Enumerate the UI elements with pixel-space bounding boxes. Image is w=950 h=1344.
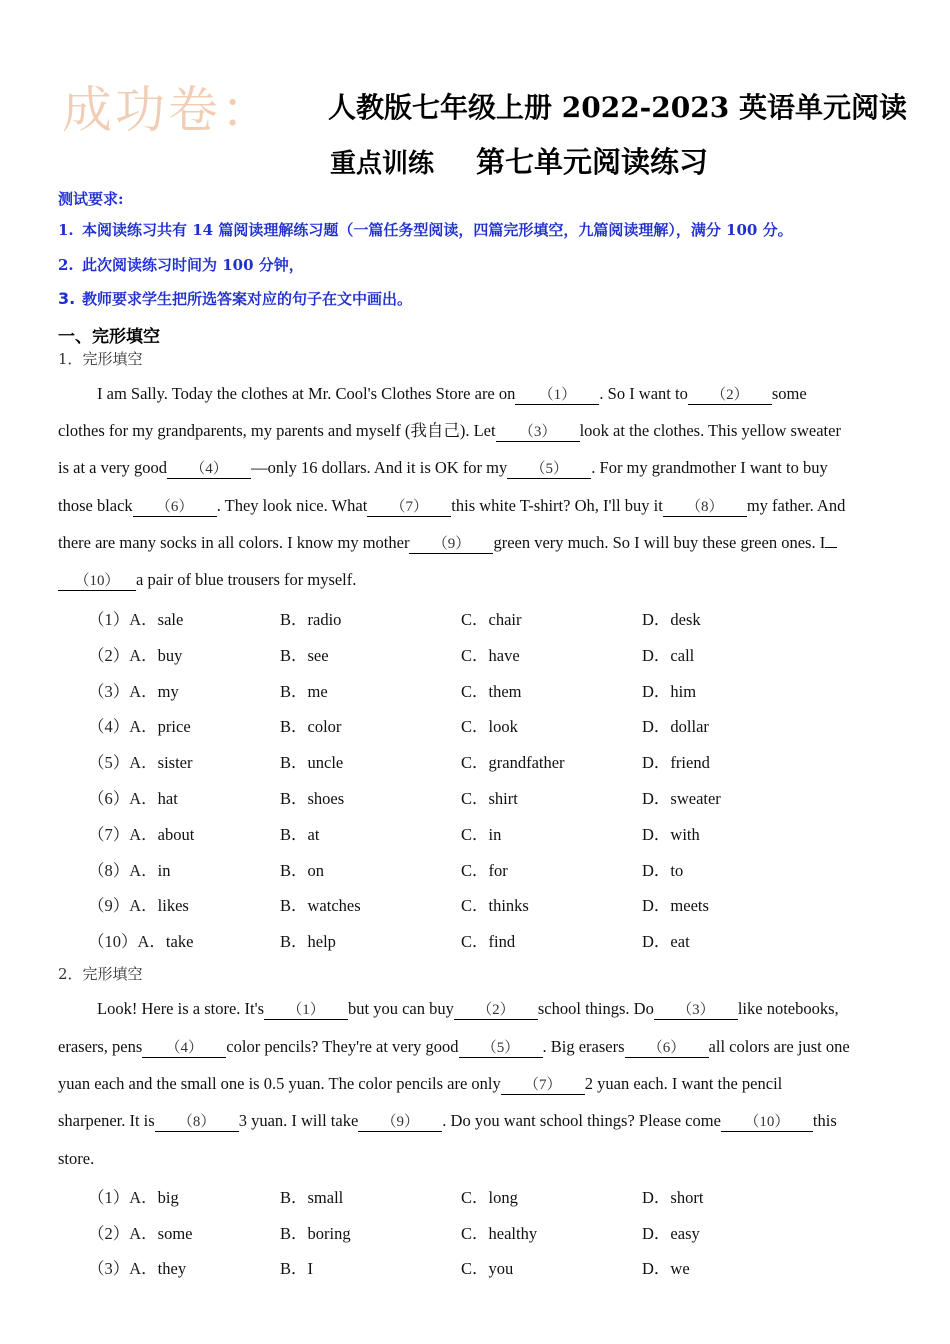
option-c[interactable] bbox=[461, 785, 518, 809]
option-c[interactable] bbox=[461, 928, 515, 952]
option-b-label: B．help bbox=[280, 932, 336, 952]
question-1-title: 1．完形填空 bbox=[58, 350, 143, 368]
option-c[interactable] bbox=[461, 1220, 537, 1244]
option-number-label: （8）A． bbox=[88, 860, 158, 880]
option-a-label: in bbox=[157, 860, 171, 880]
blank-2: （2） bbox=[688, 386, 772, 405]
option-b[interactable] bbox=[280, 606, 341, 630]
option-d-label: D．meets bbox=[642, 896, 709, 916]
passage-text: sharpener. It is bbox=[58, 1111, 155, 1130]
option-a[interactable] bbox=[88, 606, 183, 630]
option-b-label: B．color bbox=[280, 717, 342, 737]
requirement-number: 3. bbox=[58, 289, 76, 308]
blank-3: （3） bbox=[654, 1001, 738, 1020]
option-b[interactable] bbox=[280, 678, 328, 702]
option-b-label: B．radio bbox=[280, 610, 342, 629]
option-d-label: D．friend bbox=[642, 753, 710, 773]
option-a-label: some bbox=[157, 1223, 193, 1243]
option-b-label: B．on bbox=[280, 860, 325, 880]
passage-text: . So I want to bbox=[599, 384, 688, 403]
passage-text: . Big erasers bbox=[542, 1037, 625, 1056]
blank-9: （9） bbox=[358, 1113, 442, 1132]
brand-watermark: 成功卷： bbox=[62, 81, 274, 139]
blank-10: （10） bbox=[58, 572, 136, 591]
option-a[interactable] bbox=[88, 821, 194, 845]
passage-line bbox=[97, 384, 807, 405]
document-subtitle-right: 第七单元阅读练习 bbox=[476, 145, 709, 179]
option-c-label: C．chair bbox=[461, 610, 522, 629]
option-d[interactable] bbox=[642, 928, 690, 952]
passage-text: this white T-shirt? Oh, I'll buy it bbox=[451, 496, 663, 515]
option-d[interactable] bbox=[642, 713, 709, 737]
option-c[interactable] bbox=[461, 1255, 513, 1279]
document-subtitle-left: 重点训练 bbox=[330, 149, 435, 179]
requirement-number: 2. bbox=[58, 256, 74, 274]
document-title: 人教版七年级上册 2022-2023 英语单元阅读 bbox=[328, 91, 907, 124]
blank-6: （6） bbox=[625, 1039, 709, 1058]
option-d[interactable] bbox=[642, 642, 694, 666]
passage-line bbox=[58, 533, 837, 554]
requirement-item-2 bbox=[58, 254, 304, 275]
passage-text: but you can buy bbox=[348, 999, 454, 1018]
blank-3: （3） bbox=[496, 423, 580, 442]
option-c-label: C．look bbox=[461, 717, 518, 737]
option-number-label: （2）A． bbox=[88, 1223, 158, 1243]
blank-9: （9） bbox=[409, 535, 493, 554]
blank-8: （8） bbox=[155, 1113, 239, 1132]
option-d[interactable] bbox=[642, 821, 700, 845]
option-c[interactable] bbox=[461, 857, 508, 881]
option-number-label: （10）A． bbox=[88, 932, 166, 952]
blank-10-start bbox=[825, 547, 837, 548]
option-c[interactable] bbox=[461, 749, 565, 773]
option-d[interactable] bbox=[642, 678, 696, 702]
option-a-label: about bbox=[157, 824, 195, 844]
option-number-label: （6）A． bbox=[88, 789, 158, 808]
option-d-label: D．dollar bbox=[642, 717, 709, 737]
passage-line bbox=[58, 1149, 94, 1169]
option-c-label: C．you bbox=[461, 1259, 514, 1278]
option-c-label: C．thinks bbox=[461, 896, 529, 916]
option-b[interactable] bbox=[280, 785, 344, 809]
passage-text: look at the clothes. This yellow sweater bbox=[579, 421, 841, 440]
blank-5: （5） bbox=[459, 1039, 543, 1058]
option-number-label: （1）A． bbox=[88, 610, 158, 629]
option-c[interactable] bbox=[461, 642, 520, 666]
option-c[interactable] bbox=[461, 821, 501, 845]
passage-text: some bbox=[771, 384, 807, 403]
blank-7: （7） bbox=[501, 1076, 585, 1095]
option-d[interactable] bbox=[642, 1184, 703, 1208]
passage-text: color pencils? They're at very good bbox=[226, 1037, 459, 1056]
option-a-label: sale bbox=[157, 610, 184, 629]
option-a[interactable] bbox=[88, 785, 178, 809]
option-number-label: （7）A． bbox=[88, 824, 158, 844]
option-number-label: （9）A． bbox=[88, 896, 158, 916]
blank-10: （10） bbox=[721, 1113, 813, 1132]
option-a[interactable] bbox=[88, 1220, 193, 1244]
option-b-label: B．watches bbox=[280, 896, 361, 916]
option-d-label: D．short bbox=[642, 1188, 704, 1207]
option-d[interactable] bbox=[642, 606, 701, 630]
option-a-label: price bbox=[157, 717, 191, 737]
option-d-label: D．we bbox=[642, 1259, 690, 1278]
option-b[interactable] bbox=[280, 1184, 343, 1208]
option-c[interactable] bbox=[461, 606, 521, 630]
passage-text: is at a very good bbox=[58, 458, 168, 477]
blank-6: （6） bbox=[133, 498, 217, 517]
option-number-label: （5）A． bbox=[88, 753, 158, 773]
option-b[interactable] bbox=[280, 713, 341, 737]
option-b[interactable] bbox=[280, 642, 329, 666]
option-c-label: C．shirt bbox=[461, 789, 518, 808]
option-b-label: B．me bbox=[280, 681, 328, 701]
option-b-label: B．small bbox=[280, 1188, 344, 1207]
option-number-label: （3）A． bbox=[88, 1259, 158, 1278]
passage-line bbox=[58, 458, 828, 479]
passage-text: clothes for my grandparents, my parents and myself (我自己). Let bbox=[58, 421, 496, 440]
passage-line bbox=[97, 999, 839, 1020]
blank-2: （2） bbox=[454, 1001, 538, 1020]
option-a[interactable] bbox=[88, 1184, 179, 1208]
passage-text: my father. And bbox=[746, 496, 846, 515]
passage-line bbox=[58, 1111, 837, 1132]
option-b-label: B．I bbox=[280, 1259, 313, 1278]
option-number-label: （3）A． bbox=[88, 681, 158, 701]
option-d-label: D．sweater bbox=[642, 789, 721, 808]
requirement-text: 此次阅读练习时间为 100 分钟， bbox=[82, 256, 304, 274]
option-c-label: C．in bbox=[461, 824, 502, 844]
requirement-item-3 bbox=[58, 288, 412, 309]
option-b[interactable] bbox=[280, 892, 361, 916]
passage-text: 3 yuan. I will take bbox=[238, 1111, 359, 1130]
passage-text: I am Sally. Today the clothes at Mr. Cool's Clothes Store are on bbox=[97, 384, 516, 403]
requirement-item-1 bbox=[58, 219, 793, 240]
blank-4: （4） bbox=[167, 460, 251, 479]
blank-1: （1） bbox=[264, 1001, 348, 1020]
option-b[interactable] bbox=[280, 749, 343, 773]
option-a-label: they bbox=[157, 1259, 187, 1278]
option-d[interactable] bbox=[642, 785, 721, 809]
option-a[interactable] bbox=[88, 713, 191, 737]
option-d-label: D．with bbox=[642, 824, 700, 844]
passage-text: . They look nice. What bbox=[216, 496, 368, 515]
option-a-label: buy bbox=[157, 645, 183, 665]
passage-text: this bbox=[812, 1111, 837, 1130]
option-b[interactable] bbox=[280, 1255, 313, 1279]
option-number-label: （2）A． bbox=[88, 645, 158, 665]
option-a[interactable] bbox=[88, 892, 189, 916]
option-c[interactable] bbox=[461, 678, 522, 702]
requirement-text: 本阅读练习共有 14 篇阅读理解练习题（一篇任务型阅读，四篇完形填空，九篇阅读理解），满分 100 分。 bbox=[82, 221, 793, 239]
option-d[interactable] bbox=[642, 857, 683, 881]
option-a[interactable] bbox=[88, 642, 182, 666]
option-b[interactable] bbox=[280, 821, 319, 845]
section-heading: 一、完形填空 bbox=[58, 327, 160, 347]
passage-text: Look! Here is a store. It's bbox=[97, 999, 265, 1018]
option-c-label: C．have bbox=[461, 645, 520, 665]
option-b-label: B．uncle bbox=[280, 753, 344, 773]
passage-line bbox=[58, 1074, 782, 1095]
option-c-label: C．long bbox=[461, 1188, 518, 1207]
requirements-heading: 测试要求: bbox=[58, 190, 124, 208]
passage-text: green very much. So I will buy these green ones. I bbox=[493, 533, 826, 552]
passage-text: there are many socks in all colors. I know my mother bbox=[58, 533, 410, 552]
blank-7: （7） bbox=[367, 498, 451, 517]
option-c-label: C．grandfather bbox=[461, 753, 565, 773]
option-a-label: sister bbox=[157, 753, 193, 773]
requirement-text: 教师要求学生把所选答案对应的句子在文中画出。 bbox=[82, 290, 413, 308]
option-c-label: C．find bbox=[461, 932, 516, 952]
passage-text: a pair of blue trousers for myself. bbox=[136, 570, 357, 589]
option-b-label: B．see bbox=[280, 645, 329, 665]
option-b-label: B．boring bbox=[280, 1223, 351, 1243]
option-a[interactable] bbox=[88, 1255, 186, 1279]
option-a[interactable] bbox=[88, 928, 193, 952]
option-d-label: D．call bbox=[642, 645, 695, 665]
passage-line bbox=[58, 421, 841, 442]
option-b[interactable] bbox=[280, 1220, 351, 1244]
passage-text: all colors are just one bbox=[708, 1037, 850, 1056]
passage-line bbox=[58, 496, 845, 517]
option-a-label: hat bbox=[157, 789, 178, 808]
option-b-label: B．at bbox=[280, 824, 320, 844]
option-a[interactable] bbox=[88, 678, 179, 702]
blank-1: （1） bbox=[515, 386, 599, 405]
passage-text: —only 16 dollars. And it is OK for my bbox=[251, 458, 508, 477]
option-a-label: my bbox=[157, 681, 179, 701]
blank-4: （4） bbox=[142, 1039, 226, 1058]
option-d[interactable] bbox=[642, 1220, 700, 1244]
option-a-label: likes bbox=[157, 896, 189, 916]
option-number-label: （1）A． bbox=[88, 1188, 158, 1207]
option-c-label: C．healthy bbox=[461, 1223, 538, 1243]
option-c[interactable] bbox=[461, 1184, 518, 1208]
option-a-label: big bbox=[157, 1188, 179, 1207]
option-a-label: take bbox=[165, 932, 194, 952]
option-d-label: D．eat bbox=[642, 932, 690, 952]
option-c[interactable] bbox=[461, 892, 529, 916]
option-d[interactable] bbox=[642, 749, 710, 773]
passage-text: school things. Do bbox=[537, 999, 654, 1018]
passage-text: . Do you want school things? Please come bbox=[442, 1111, 721, 1130]
passage-text: like notebooks, bbox=[737, 999, 839, 1018]
passage-text: erasers, pens bbox=[58, 1037, 143, 1056]
requirement-number: 1. bbox=[58, 221, 74, 239]
option-b[interactable] bbox=[280, 857, 324, 881]
option-d-label: D．him bbox=[642, 681, 697, 701]
blank-5: （5） bbox=[507, 460, 591, 479]
passage-text: . For my grandmother I want to buy bbox=[591, 458, 828, 477]
passage-line bbox=[58, 570, 356, 591]
option-c-label: C．for bbox=[461, 860, 508, 880]
option-a[interactable] bbox=[88, 749, 193, 773]
option-b-label: B．shoes bbox=[280, 789, 345, 808]
question-2-title: 2．完形填空 bbox=[58, 965, 143, 983]
option-d-label: D．desk bbox=[642, 610, 701, 629]
option-d-label: D．to bbox=[642, 860, 684, 880]
option-number-label: （4）A． bbox=[88, 717, 158, 737]
option-d[interactable] bbox=[642, 892, 709, 916]
passage-text: yuan each and the small one is 0.5 yuan. The color pencils are only bbox=[58, 1074, 501, 1093]
option-d-label: D．easy bbox=[642, 1223, 700, 1243]
passage-text: 2 yuan each. I want the pencil bbox=[584, 1074, 783, 1093]
blank-8: （8） bbox=[663, 498, 747, 517]
option-d[interactable] bbox=[642, 1255, 690, 1279]
passage-text: those black bbox=[58, 496, 133, 515]
option-c[interactable] bbox=[461, 713, 518, 737]
option-b[interactable] bbox=[280, 928, 336, 952]
passage-text: store. bbox=[58, 1149, 95, 1168]
option-a[interactable] bbox=[88, 857, 171, 881]
passage-line bbox=[58, 1037, 850, 1058]
option-c-label: C．them bbox=[461, 681, 522, 701]
